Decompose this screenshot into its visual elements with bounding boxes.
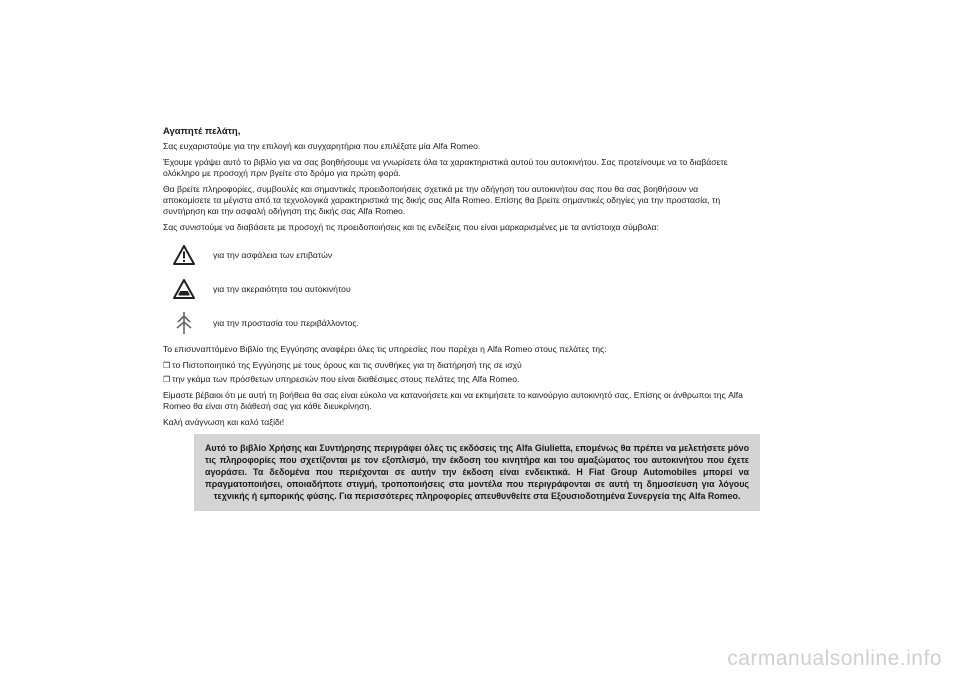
symbol-label-environment: για την προστασία του περιβάλλοντος. [213,317,359,328]
info-paragraph: Θα βρείτε πληροφορίες, συμβουλές και σημαντικές προειδοποιήσεις σχετικά με την οδήγηση του αυτοκινήτου σας που θα σας βοηθήσουν να αποκομίσετε τα μέγιστα από τα τεχνολογικά χαρακτηριστικά της δικής σας Alfa Romeo. Επίσης θα βρείτε σημαντικές οδηγίες για την προστασία, τη συντήρηση και την ασφαλή οδήγηση της δικής σας Alfa Romeo. [163,184,721,216]
bullet-text: το Πιστοποιητικό της Εγγύησης με τους όρους και τις συνθήκες για τη διατήρησή της σε ισχύ [172,360,522,370]
car-warning-icon [171,276,197,302]
watermark: carmanualsonline.info [727,647,942,670]
symbol-list [163,238,743,340]
symbol-row-vehicle [163,272,743,306]
checkbox-bullet-icon: ❒ [163,361,171,370]
notice-box: Αυτό το βιβλίο Χρήσης και Συντήρησης περιγράφει όλες τις εκδόσεις της Alfa Giulietta, επομένως θα πρέπει να μελετήσετε μόνο τις πληροφορίες που σχετίζονται με τον εξοπλισμό, την έκδοση του κινητήρα και του αμαξώματος του αυτοκινήτου που έχετε αγοράσει. Τα δεδομένα που περιέχονται σε αυτήν την έκδοση είναι ενδεικτικά. Η Fiat Group Automobiles μπορεί να πραγματοποιήσει, οποιαδήποτε στιγμή, τροποποιήσεις στα μοντέλα που περιγράφονται σε αυτή τη δημοσίευση για λόγους τεχνικής ή εμπορικής φύσης. Για περισσότερες πληροφορίες απευθυνθείτε στα Εξουσιοδοτημένα Συνεργεία της Alfa Romeo. [194,434,760,511]
closing-paragraph: Είμαστε βέβαιοι ότι με αυτή τη βοήθεια θα σας είναι εύκολο να κατανοήσετε και να εκτιμήσετε το καινούργιο αυτοκινητό σας. Επίσης οι άνθρωποι της Alfa Romeo θα είναι στη διάθεσή σας για κάθε διευκρίνηση. [163,390,743,411]
warning-triangle-icon [171,242,197,268]
environment-leaf-icon [171,310,197,336]
symbols-intro-paragraph: Σας συνιστούμε να διαβάσετε με προσοχή τις προειδοποιήσεις και τις ενδείξεις που είναι μαρκαρισμένες με τα αντίστοιχα σύμβολα: [163,222,659,232]
symbol-label-vehicle: για την ακεραιότητα του αυτοκινήτου [213,283,351,294]
bullet-text: την γκάμα των πρόσθετων υπηρεσιών που είναι διαθέσιμες στους πελάτες της Alfa Romeo. [172,374,520,384]
farewell-paragraph: Καλή ανάγνωση και καλό ταξίδι! [163,417,285,427]
warranty-intro-paragraph: Το επισυναπτόμενο Βιβλίο της Εγγύησης αναφέρει όλες τις υπηρεσίες που παρέχει η Alfa Romeo στους πελάτες της: [163,344,607,354]
checkbox-bullet-icon: ❒ [163,375,171,384]
symbol-label-safety: για την ασφάλεια των επιβατών [213,249,333,260]
manual-page [163,126,743,433]
bullet-item [163,374,743,385]
greeting-heading: Αγαπητέ πελάτη, [163,126,241,137]
symbol-row-environment [163,306,743,340]
thanks-paragraph: Σας ευχαριστούμε για την επιλογή και συγχαρητήρια που επιλέξατε μία Alfa Romeo. [163,141,481,151]
bullet-item [163,360,743,371]
intro-paragraph: Έχουμε γράψει αυτό το βιβλίο για να σας βοηθήσουμε να γνωρίσετε όλα τα χαρακτηριστικά αυτού του αυτοκινήτου. Σας προτείνουμε να το διαβάσετε ολόκληρο με προσοχή πριν βγείτε στο δρόμο για πρώτη φορά. [163,157,728,178]
symbol-row-safety [163,238,743,272]
